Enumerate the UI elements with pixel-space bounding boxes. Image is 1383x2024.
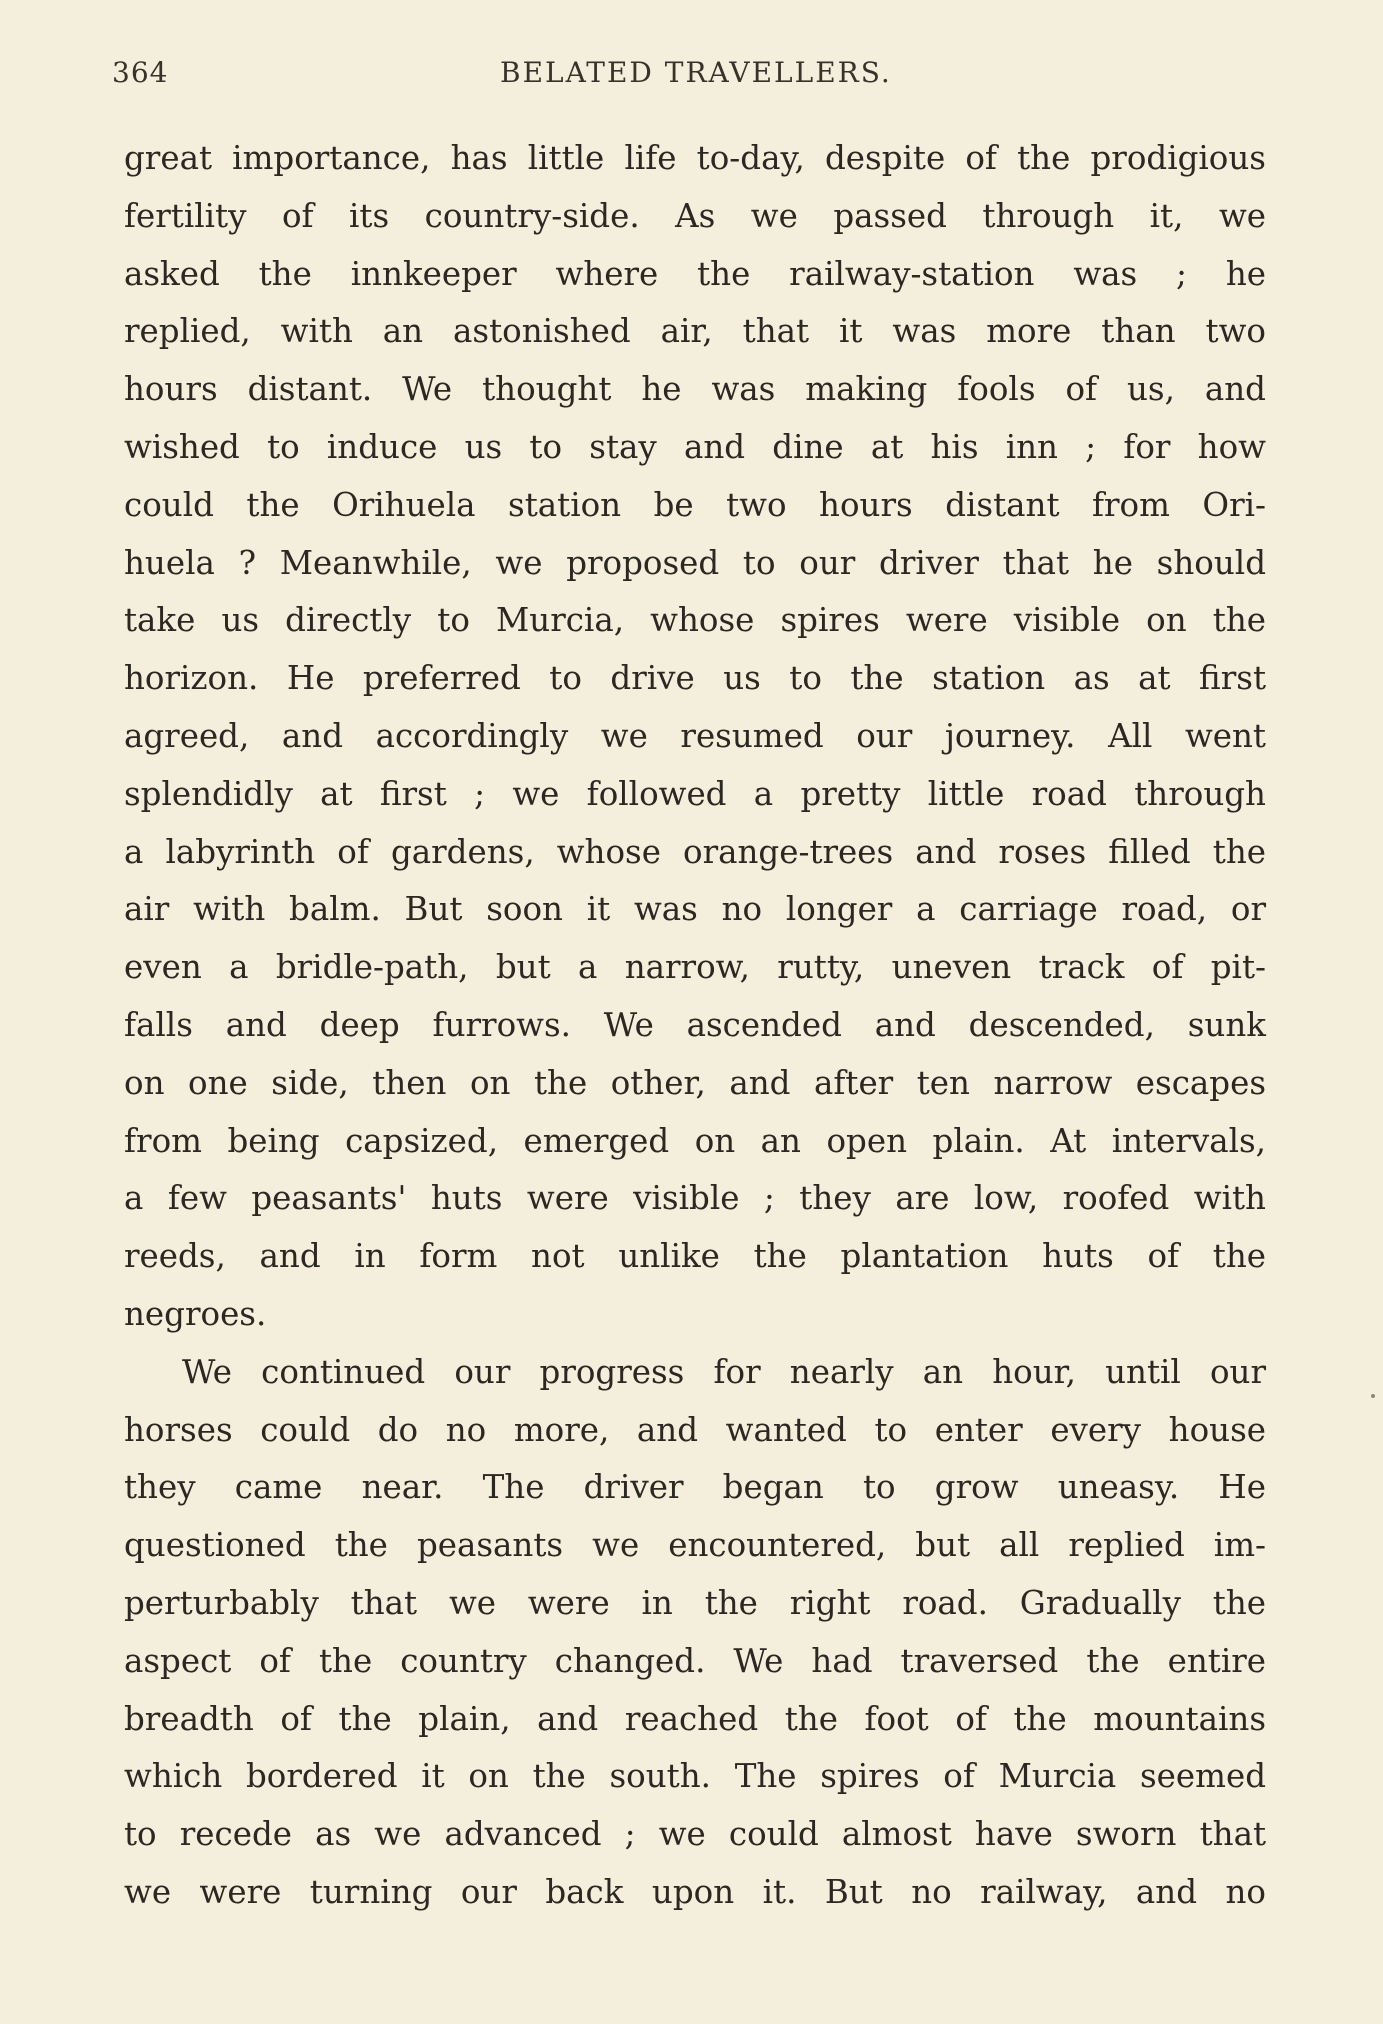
paragraph [124, 130, 1266, 1344]
text-line: take us directly to Murcia, whose spires were visible on the [124, 601, 1266, 640]
text-line: could the Orihuela station be two hours distant from Ori- [124, 485, 1266, 524]
text-line: negroes. [124, 1294, 267, 1333]
text-line: perturbably that we were in the right road. Gradually the [124, 1583, 1266, 1622]
running-head [100, 48, 1270, 98]
text-line: we were turning our back upon it. But no railway, and no [124, 1872, 1266, 1911]
text-line: questioned the peasants we encountered, but all replied im- [124, 1526, 1266, 1565]
text-line: a few peasants' huts were visible ; they are low, roofed with [124, 1179, 1266, 1218]
text-line: to recede as we advanced ; we could almost have sworn that [124, 1815, 1266, 1854]
text-line: on one side, then on the other, and after ten narrow escapes [124, 1063, 1266, 1102]
text-line: from being capsized, emerged on an open plain. At intervals, [124, 1121, 1266, 1160]
text-line: asked the innkeeper where the railway-station was ; he [124, 254, 1266, 293]
text-line: a labyrinth of gardens, whose orange-trees and roses filled the [124, 832, 1266, 871]
margin-mark [1371, 1394, 1375, 1398]
text-line: they came near. The driver began to grow uneasy. He [124, 1468, 1266, 1507]
text-line: great importance, has little life to-day, despite of the prodigious [124, 139, 1266, 177]
text-line: fertility of its country-side. As we passed through it, we [124, 196, 1266, 235]
text-line: which bordered it on the south. The spires of Murcia seemed [124, 1757, 1266, 1796]
text-line: falls and deep furrows. We ascended and descended, sunk [124, 1005, 1266, 1044]
text-line: even a bridle-path, but a narrow, rutty, uneven track of pit- [124, 948, 1266, 987]
text-line: aspect of the country changed. We had traversed the entire [124, 1641, 1266, 1680]
text-line: We continued our progress for nearly an hour, until our [182, 1352, 1266, 1391]
text-line: horses could do no more, and wanted to enter every house [124, 1410, 1266, 1449]
text-line: horizon. He preferred to drive us to the station as at first [124, 659, 1266, 698]
text-line: splendidly at first ; we followed a pretty little road through [124, 774, 1266, 813]
paragraph [124, 1344, 1266, 1922]
text-line: huela ? Meanwhile, we proposed to our driver that he should [124, 543, 1266, 582]
text-line: air with balm. But soon it was no longer a carriage road, or [124, 890, 1266, 929]
text-line: breadth of the plain, and reached the foot of the mountains [124, 1699, 1266, 1738]
running-title: BELATED TRAVELLERS. [500, 56, 892, 89]
text-line: reeds, and in form not unlike the plantation huts of the [124, 1237, 1266, 1276]
text-line: hours distant. We thought he was making fools of us, and [124, 370, 1266, 409]
page-number: 364 [112, 56, 169, 89]
body-text [124, 130, 1266, 1922]
text-line: agreed, and accordingly we resumed our journey. All went [124, 716, 1266, 755]
text-line: wished to induce us to stay and dine at his inn ; for how [124, 427, 1266, 466]
text-line: replied, with an astonished air, that it was more than two [124, 312, 1266, 351]
